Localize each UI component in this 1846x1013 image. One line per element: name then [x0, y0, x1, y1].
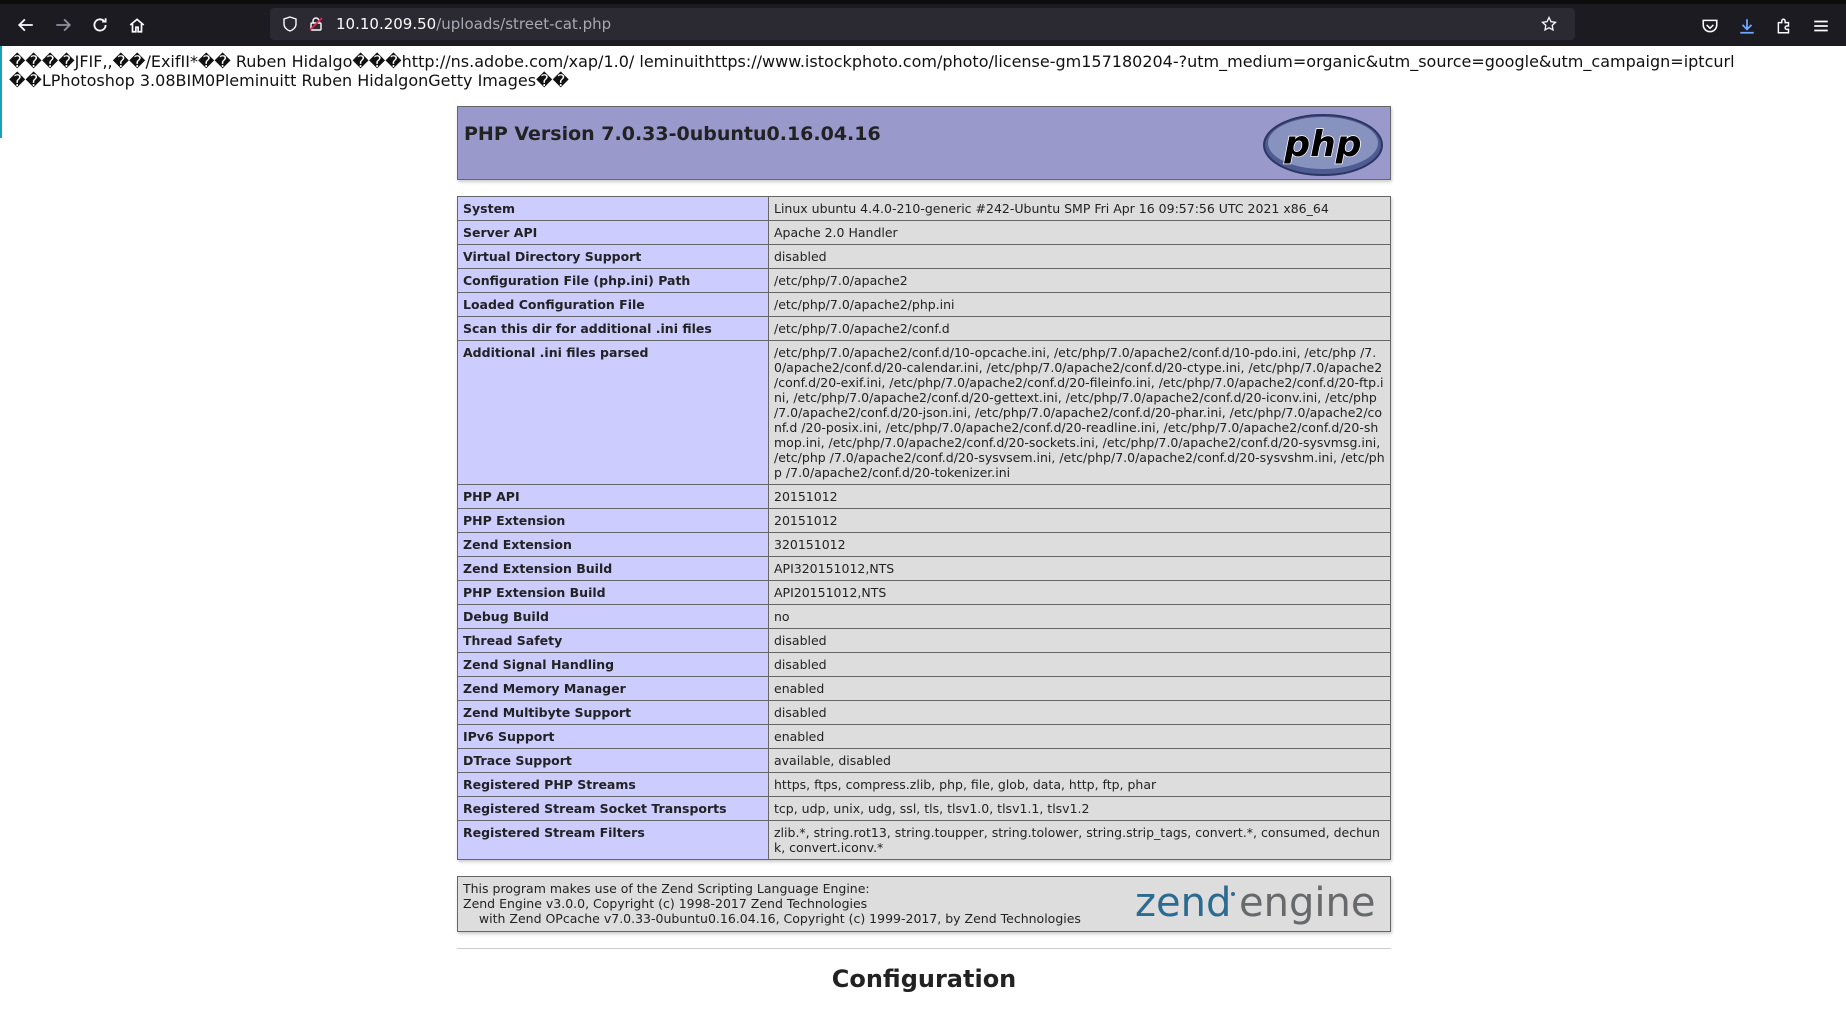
row-value: Apache 2.0 Handler	[769, 221, 1391, 245]
puzzle-icon	[1775, 17, 1793, 35]
table-row	[458, 341, 1391, 485]
row-value: /etc/php/7.0/apache2	[769, 269, 1391, 293]
row-key: Registered Stream Filters	[458, 821, 769, 860]
phpinfo-header	[457, 106, 1391, 180]
table-row	[458, 509, 1391, 533]
zend-line-3: with Zend OPcache v7.0.33-0ubuntu0.16.04.16, Copyright (c) 1999-2017, by Zend Technologies	[463, 911, 1081, 926]
focus-strip	[0, 46, 2, 138]
row-value: disabled	[769, 701, 1391, 725]
table-row	[458, 533, 1391, 557]
table-row	[458, 485, 1391, 509]
row-key: Registered PHP Streams	[458, 773, 769, 797]
table-row	[458, 653, 1391, 677]
php-version-title: PHP Version 7.0.33-0ubuntu0.16.04.16	[464, 123, 881, 145]
url-bar[interactable]	[270, 8, 1575, 40]
zend-engine-box	[457, 876, 1391, 932]
leaked-image-bytes	[9, 52, 1839, 90]
engine-logo-word: engine	[1239, 880, 1376, 926]
forward-button[interactable]	[45, 7, 81, 43]
row-key: Registered Stream Socket Transports	[458, 797, 769, 821]
toolbar-right	[1692, 8, 1840, 44]
row-key: System	[458, 197, 769, 221]
row-value: disabled	[769, 653, 1391, 677]
row-key: PHP Extension	[458, 509, 769, 533]
row-value: enabled	[769, 677, 1391, 701]
table-row	[458, 197, 1391, 221]
url-path: /uploads/street-cat.php	[436, 15, 612, 33]
row-key: PHP API	[458, 485, 769, 509]
row-key: Zend Extension Build	[458, 557, 769, 581]
reload-button[interactable]	[82, 7, 118, 43]
home-icon	[128, 16, 146, 34]
extensions-button[interactable]	[1766, 8, 1802, 44]
row-value: disabled	[769, 245, 1391, 269]
row-key: Zend Multibyte Support	[458, 701, 769, 725]
table-row	[458, 317, 1391, 341]
zend-logo-word: zend	[1135, 880, 1232, 926]
pocket-button[interactable]	[1692, 8, 1728, 44]
table-row	[458, 293, 1391, 317]
php-logo-text: php	[1284, 124, 1362, 165]
back-button[interactable]	[8, 7, 44, 43]
shield-icon[interactable]	[280, 14, 300, 34]
table-row	[458, 581, 1391, 605]
table-row	[458, 245, 1391, 269]
row-key: Configuration File (php.ini) Path	[458, 269, 769, 293]
row-key: Zend Memory Manager	[458, 677, 769, 701]
table-row	[458, 749, 1391, 773]
zend-line-1: This program makes use of the Zend Scripting Language Engine:	[463, 881, 870, 896]
row-key: PHP Extension Build	[458, 581, 769, 605]
table-row	[458, 629, 1391, 653]
table-row	[458, 221, 1391, 245]
row-value: disabled	[769, 629, 1391, 653]
row-value: https, ftps, compress.zlib, php, file, glob, data, http, ftp, phar	[769, 773, 1391, 797]
insecure-lock-icon[interactable]	[306, 14, 326, 34]
row-value: /etc/php/7.0/apache2/php.ini	[769, 293, 1391, 317]
table-row	[458, 677, 1391, 701]
table-row	[458, 773, 1391, 797]
downloads-button[interactable]	[1729, 8, 1765, 44]
row-key: Server API	[458, 221, 769, 245]
php-logo-icon[interactable]	[1262, 113, 1384, 177]
row-key: Zend Extension	[458, 533, 769, 557]
pocket-icon	[1701, 17, 1719, 35]
url-text[interactable]	[336, 15, 611, 33]
table-row	[458, 701, 1391, 725]
row-value: available, disabled	[769, 749, 1391, 773]
row-value: 20151012	[769, 509, 1391, 533]
reload-icon	[91, 16, 109, 34]
phpinfo-table	[457, 196, 1391, 860]
row-key: Debug Build	[458, 605, 769, 629]
row-value: no	[769, 605, 1391, 629]
row-key: Loaded Configuration File	[458, 293, 769, 317]
arrow-left-icon	[17, 16, 35, 34]
table-row	[458, 821, 1391, 860]
row-value: 20151012	[769, 485, 1391, 509]
row-value: enabled	[769, 725, 1391, 749]
download-icon	[1738, 17, 1756, 35]
row-value: /etc/php/7.0/apache2/conf.d	[769, 317, 1391, 341]
row-value: 320151012	[769, 533, 1391, 557]
zend-line-2: Zend Engine v3.0.0, Copyright (c) 1998-2017 Zend Technologies	[463, 896, 868, 911]
row-value: zlib.*, string.rot13, string.toupper, string.tolower, string.strip_tags, convert.*, consumed, dechunk, convert.iconv.*	[769, 821, 1391, 860]
row-key: Scan this dir for additional .ini files	[458, 317, 769, 341]
leaked-line-1: ����JFIF,,��/ExifII*�� Ruben Hidalgo���http://ns.adobe.com/xap/1.0/ leminuithttps://www.istockphoto.com/photo/license-gm157180204-?utm_medium=organic&utm_source=google&utm_campaign=iptcurl	[9, 52, 1735, 71]
row-value: Linux ubuntu 4.4.0-210-generic #242-Ubuntu SMP Fri Apr 16 09:57:56 UTC 2021 x86_64	[769, 197, 1391, 221]
hamburger-icon	[1812, 17, 1830, 35]
row-value: API20151012,NTS	[769, 581, 1391, 605]
table-row	[458, 725, 1391, 749]
table-row	[458, 269, 1391, 293]
row-key: Thread Safety	[458, 629, 769, 653]
row-key: DTrace Support	[458, 749, 769, 773]
phpinfo-container	[457, 106, 1391, 1013]
row-key: Additional .ini files parsed	[458, 341, 769, 485]
row-value: /etc/php/7.0/apache2/conf.d/10-opcache.ini, /etc/php/7.0/apache2/conf.d/10-pdo.ini, /etc/php /7.0/apache2/conf.d/20-calendar.ini, /etc/php/7.0/apache2/conf.d/20-ctype.ini, /etc/php/7.0/apache2 /conf.d/20-exif.ini, /etc/php/7.0/apache2/conf.d/20-fileinfo.ini, /etc/php/7.0/apache2/conf.d/20-ftp.ini, /etc/php/7.0/apache2/conf.d/20-gettext.ini, /etc/php/7.0/apache2/conf.d/20-iconv.ini, /etc/php /7.0/apache2/conf.d/20-json.ini, /etc/php/7.0/apache2/conf.d/20-phar.ini, /etc/php/7.0/apache2/conf.d /20-posix.ini, /etc/php/7.0/apache2/conf.d/20-readline.ini, /etc/php/7.0/apache2/conf.d/20-shmop.ini, /etc/php/7.0/apache2/conf.d/20-sockets.ini, /etc/php/7.0/apache2/conf.d/20-sysvmsg.ini, /etc/php /7.0/apache2/conf.d/20-sysvsem.ini, /etc/php/7.0/apache2/conf.d/20-sysvshm.ini, /etc/php /7.0/apache2/conf.d/20-tokenizer.ini	[769, 341, 1391, 485]
table-row	[458, 605, 1391, 629]
menu-button[interactable]	[1803, 8, 1839, 44]
url-host: 10.10.209.50	[336, 15, 437, 33]
row-value: API320151012,NTS	[769, 557, 1391, 581]
bookmark-star-icon[interactable]	[1539, 14, 1559, 34]
row-key: Virtual Directory Support	[458, 245, 769, 269]
arrow-right-icon	[54, 16, 72, 34]
row-key: IPv6 Support	[458, 725, 769, 749]
configuration-heading: Configuration	[831, 965, 1017, 993]
table-row	[458, 557, 1391, 581]
home-button[interactable]	[119, 7, 155, 43]
divider	[457, 948, 1391, 949]
zend-engine-logo-icon[interactable]	[1135, 880, 1385, 930]
leaked-line-2: ��LPhotoshop 3.08BIM0Pleminuitt Ruben HidalgonGetty Images��	[9, 71, 569, 90]
table-row	[458, 797, 1391, 821]
row-key: Zend Signal Handling	[458, 653, 769, 677]
row-value: tcp, udp, unix, udg, ssl, tls, tlsv1.0, tlsv1.1, tlsv1.2	[769, 797, 1391, 821]
